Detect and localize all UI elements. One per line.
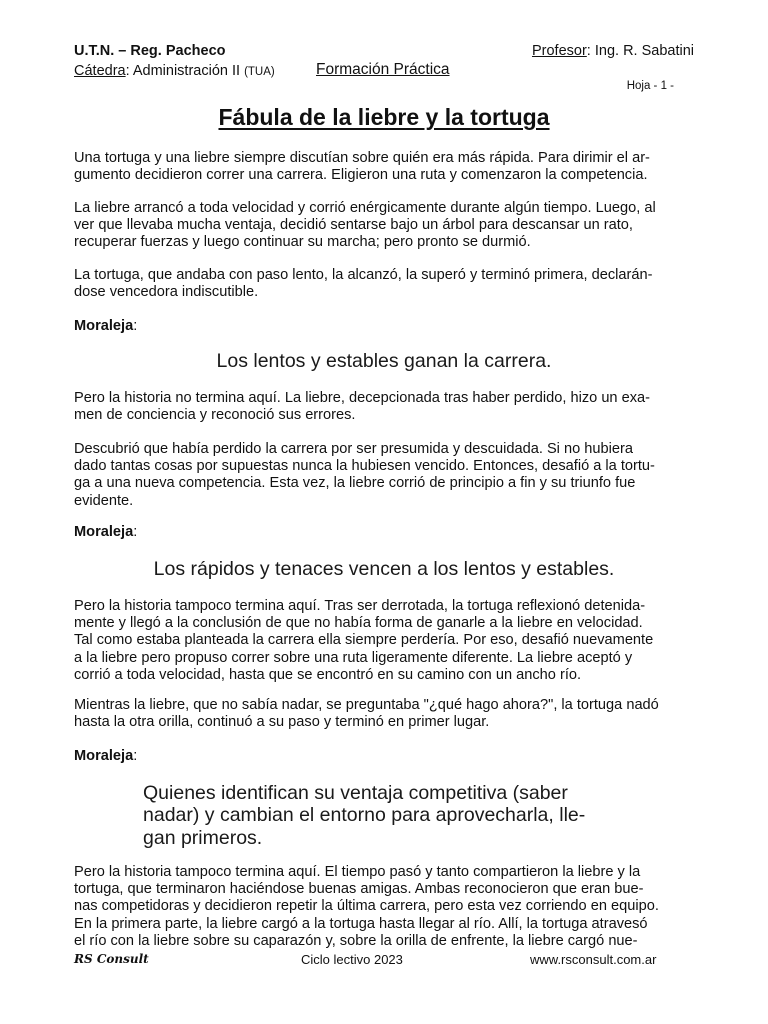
moral-1 [0,350,768,372]
text-line: Pero la historia tampoco termina aquí. El tiempo pasó y tanto compartieron la liebre y la [74,864,641,880]
text-line: a la liebre pero propuso correr sobre una ruta ligeramente diferente. La liebre aceptó y [74,649,633,666]
professor-line [532,43,694,59]
text-line: corrió a toda velocidad, hasta que se encontró en su camino con un ancho río. [74,666,582,683]
institution-name: U.T.N. – Reg. Pacheco [74,43,226,59]
moral-line: nadar) y cambian el entorno para aprovecharla, lle- [143,804,586,827]
footer-signature: RS Consult [74,952,149,966]
paragraph-3 [74,267,699,301]
text-line: En la primera parte, la liebre cargó a la tortuga hasta llegar al río. Allí, la tortuga atravesó [74,915,648,932]
moral-label: Moraleja: [74,318,138,334]
footer-cycle: Ciclo lectivo 2023 [301,952,403,967]
text-line: ver que llevaba mucha ventaja, decidió sentarse bajo un árbol para descansar un rato, [74,217,633,234]
footer-website[interactable]: www.rsconsult.com.ar [530,952,657,967]
text-line: dose vencedora indiscutible. [74,284,259,301]
text-line: nas competidoras y decidieron repetir la última carrera, pero esta vez corriendo en equipo. [74,898,659,915]
text-line: Tal como estaba planteada la carrera ella siempre perdería. Por eso, desafió nuevamente [74,632,654,649]
text-line: evidente. [74,492,134,509]
text-line: recuperar fuerzas y luego continuar su marcha; pero pronto se durmió. [74,234,531,251]
text-line: hasta la otra orilla, continuó a su paso y terminó en primer lugar. [74,714,490,731]
text-line: Pero la historia tampoco termina aquí. Tras ser derrotada, la tortuga reflexionó detenida- [74,598,646,614]
text-line: tortuga, que terminaron haciéndose buenas amigas. Ambas reconocieron que eran bue- [74,881,644,898]
paragraph-1 [74,150,699,184]
moral-label: Moraleja: [74,748,138,764]
section-title: Formación Práctica [316,61,450,78]
text-line: La tortuga, que andaba con paso lento, la alcanzó, la superó y terminó primera, declarán- [74,267,653,283]
moral-line: Quienes identifican su ventaja competitiva (saber [143,782,568,804]
moral-line: Los lentos y estables ganan la carrera. [216,350,552,372]
text-line: Mientras la liebre, que no sabía nadar, se preguntaba "¿qué hago ahora?", la tortuga nadó [74,697,659,713]
paragraph-5 [74,441,699,510]
document-title: Fábula de la liebre y la tortuga [218,104,550,130]
text-line: mente y llegó a la conclusión de que no había forma de ganarle a la liebre en velocidad. [74,615,643,632]
moral-label-text: Moraleja [74,318,134,334]
moral-label: Moraleja: [74,524,138,540]
chair-value: : Administración II [125,63,245,79]
chair-tag: (TUA) [244,66,275,78]
moral-2 [0,558,768,580]
professor-value: : Ing. R. Sabatini [586,43,694,59]
paragraph-7 [74,697,699,731]
text-line: men de conciencia y reconoció sus errores. [74,407,356,424]
moral-3 [143,782,585,849]
text-line: gumento decidieron correr una carrera. Eligieron una ruta y comenzaron la competencia. [74,167,648,184]
text-line: Descubrió que había perdido la carrera por ser presumida y descuidada. Si no hubiera [74,441,633,457]
text-line: el río con la liebre sobre su caparazón y, sobre la orilla de enfrente, la liebre cargó nue- [74,932,638,949]
text-line: dado tantas cosas por supuestas nunca la hubiesen vencido. Entonces, desafió a la tortu- [74,458,655,475]
moral-label-text: Moraleja [74,748,134,764]
moral-label-text: Moraleja [74,524,134,540]
text-line: La liebre arrancó a toda velocidad y corrió enérgicamente durante algún tiempo. Luego, al [74,200,656,216]
moral-line: gan primeros. [143,826,263,849]
paragraph-8 [74,864,699,950]
text-line: ga a una nueva competencia. Esta vez, la liebre corrió de principio a fin y su triunfo fue [74,475,636,492]
paragraph-6 [74,598,699,684]
chair-label: Cátedra [74,63,126,79]
sheet-number: Hoja - 1 - [626,80,674,92]
chair-line [74,63,275,79]
text-line: Una tortuga y una liebre siempre discutían sobre quién era más rápida. Para dirimir el ar- [74,150,650,166]
paragraph-4 [74,390,699,424]
moral-line: Los rápidos y tenaces vencen a los lentos y estables. [153,558,615,580]
paragraph-2 [74,200,699,252]
professor-label: Profesor [531,43,587,59]
text-line: Pero la historia no termina aquí. La liebre, decepcionada tras haber perdido, hizo un exa- [74,390,650,406]
